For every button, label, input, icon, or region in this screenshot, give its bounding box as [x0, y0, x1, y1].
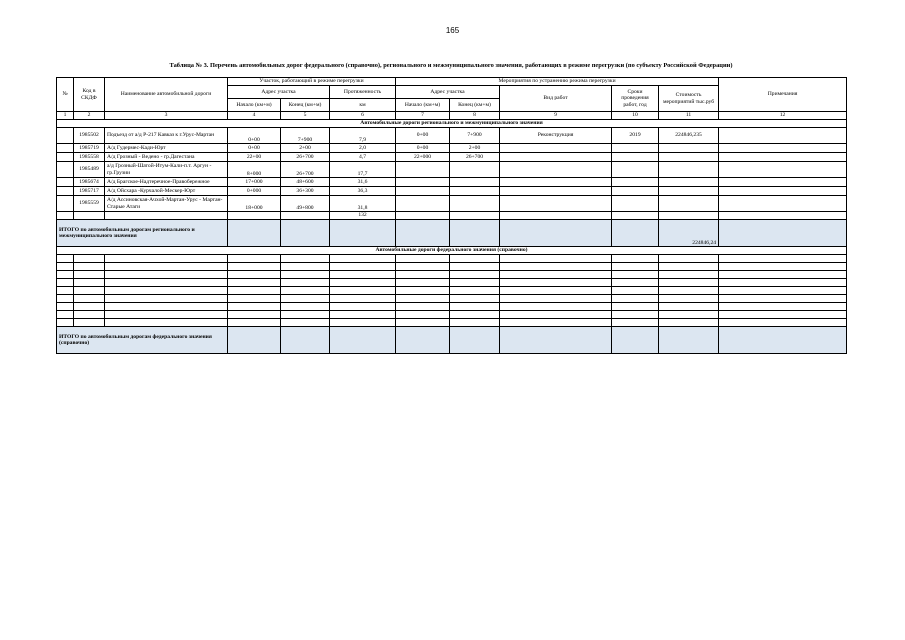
empty-cell — [396, 255, 450, 263]
header-length: Протяженность — [330, 86, 396, 99]
page-number: 165 — [445, 26, 460, 35]
table-row — [57, 311, 847, 319]
row-length: 36,3 — [330, 187, 396, 196]
empty-cell — [281, 271, 330, 279]
row-start: 0+000 — [228, 187, 281, 196]
empty-cell — [330, 287, 396, 295]
table-row — [57, 287, 847, 295]
row-note — [719, 153, 847, 162]
col-number: 11 — [659, 112, 719, 120]
row-work-type — [500, 178, 612, 187]
row-measure-end — [450, 196, 500, 212]
col-number: 1 — [57, 112, 74, 120]
regional-rows — [57, 128, 847, 212]
empty-cell — [659, 303, 719, 311]
header-start-1: Начало (км+м) — [228, 99, 281, 112]
header-cost: Стоимость мероприятий тыс.руб — [659, 86, 719, 112]
row-cost — [659, 196, 719, 212]
row-length: 17,7 — [330, 162, 396, 178]
empty-cell — [228, 255, 281, 263]
row-end: 49+800 — [281, 196, 330, 212]
row-length: 4,7 — [330, 153, 396, 162]
row-year — [612, 162, 659, 178]
empty-cell — [396, 303, 450, 311]
empty-cell — [450, 255, 500, 263]
table-row — [57, 153, 847, 162]
row-measure-end: 2+00 — [450, 144, 500, 153]
col-number: 9 — [500, 112, 612, 120]
header-code: Код в СКДФ — [74, 78, 105, 112]
empty-cell — [396, 319, 450, 327]
empty-cell — [396, 311, 450, 319]
empty-cell — [330, 279, 396, 287]
table-row — [57, 279, 847, 287]
table-row — [57, 187, 847, 196]
row-work-type — [500, 162, 612, 178]
row-cost — [659, 187, 719, 196]
empty-cell — [719, 279, 847, 287]
row-cost — [659, 162, 719, 178]
empty-cell — [659, 279, 719, 287]
row-road-name: а/д Грозный-Шатой-Итум-Кали-п.т. Аргун - гр.Грузии — [105, 162, 228, 178]
row-end: 2+00 — [281, 144, 330, 153]
row-measure-start — [396, 196, 450, 212]
header-group-measures: Мероприятия по устранению режима перегрузки — [396, 78, 719, 86]
empty-cell — [74, 311, 105, 319]
empty-cell — [57, 311, 74, 319]
empty-cell — [228, 287, 281, 295]
table-row — [57, 162, 847, 178]
empty-cell — [500, 287, 612, 295]
empty-cell — [105, 271, 228, 279]
row-length: 31,8 — [330, 196, 396, 212]
empty-cell — [659, 271, 719, 279]
table-row — [57, 319, 847, 327]
empty-cell — [450, 279, 500, 287]
row-start: 17+000 — [228, 178, 281, 187]
header-notes: Примечания — [719, 78, 847, 112]
row-work-type — [500, 187, 612, 196]
row-year — [612, 144, 659, 153]
federal-total-row — [57, 327, 847, 354]
row-year — [612, 196, 659, 212]
empty-cell — [500, 271, 612, 279]
empty-cell — [719, 295, 847, 303]
empty-cell — [228, 303, 281, 311]
empty-cell — [719, 303, 847, 311]
empty-cell — [612, 311, 659, 319]
empty-cell — [74, 287, 105, 295]
row-note — [719, 144, 847, 153]
empty-cell — [105, 295, 228, 303]
empty-cell — [719, 311, 847, 319]
row-code: 1985717 — [74, 187, 105, 196]
row-end: 26+700 — [281, 153, 330, 162]
section-regional-heading: Автомобильные дороги регионального и межмуниципального значения — [57, 120, 847, 128]
row-code: 1985719 — [74, 144, 105, 153]
row-code: 1985558 — [74, 153, 105, 162]
table-row — [57, 196, 847, 212]
header-address-2: Адрес участка — [396, 86, 500, 99]
empty-cell — [450, 303, 500, 311]
row-road-name: А/д Ойсхара -Курчалой-Мескер-Юрт — [105, 187, 228, 196]
empty-cell — [659, 287, 719, 295]
col-number: 8 — [450, 112, 500, 120]
empty-cell — [57, 255, 74, 263]
empty-cell — [228, 279, 281, 287]
row-start: 22+00 — [228, 153, 281, 162]
row-code: 1985489 — [74, 162, 105, 178]
header-group-section: Участок, работающий в режиме перегрузки — [228, 78, 396, 86]
empty-cell — [500, 263, 612, 271]
roads-table — [56, 77, 847, 354]
empty-cell — [228, 319, 281, 327]
empty-cell — [57, 263, 74, 271]
row-num — [57, 178, 74, 187]
empty-cell — [57, 287, 74, 295]
row-note — [719, 187, 847, 196]
row-year: 2019 — [612, 128, 659, 144]
row-road-name: А/д Брагское-Надтеречное-Правобережное — [105, 178, 228, 187]
header-end-1: Конец (км+м) — [281, 99, 330, 112]
empty-cell — [396, 295, 450, 303]
col-number: 10 — [612, 112, 659, 120]
row-work-type: Реконструкция — [500, 128, 612, 144]
empty-cell — [105, 263, 228, 271]
table-row — [57, 263, 847, 271]
empty-cell — [500, 311, 612, 319]
row-measure-start: 22+000 — [396, 153, 450, 162]
col-number: 3 — [105, 112, 228, 120]
empty-cell — [500, 303, 612, 311]
empty-cell — [719, 271, 847, 279]
row-num — [57, 153, 74, 162]
row-num — [57, 144, 74, 153]
empty-cell — [612, 255, 659, 263]
row-length: 31,6 — [330, 178, 396, 187]
empty-cell — [500, 295, 612, 303]
empty-cell — [500, 319, 612, 327]
empty-cell — [330, 311, 396, 319]
row-measure-end — [450, 162, 500, 178]
empty-cell — [450, 319, 500, 327]
row-end: 7+900 — [281, 128, 330, 144]
empty-cell — [659, 255, 719, 263]
empty-cell — [74, 303, 105, 311]
row-code: 1985674 — [74, 178, 105, 187]
row-num — [57, 196, 74, 212]
row-end: 48+600 — [281, 178, 330, 187]
empty-cell — [719, 287, 847, 295]
row-cost — [659, 153, 719, 162]
empty-cell — [281, 287, 330, 295]
empty-cell — [500, 255, 612, 263]
row-note — [719, 178, 847, 187]
empty-cell — [396, 287, 450, 295]
empty-cell — [330, 295, 396, 303]
column-numbers-row — [57, 112, 847, 120]
table-row — [57, 178, 847, 187]
empty-cell — [396, 263, 450, 271]
header-term: Сроки проведения работ, год — [612, 86, 659, 112]
row-road-name: А/д Гудермес-Кади-Юрт — [105, 144, 228, 153]
empty-cell — [450, 271, 500, 279]
empty-cell — [105, 311, 228, 319]
empty-cell — [719, 263, 847, 271]
empty-cell — [450, 295, 500, 303]
empty-cell — [74, 271, 105, 279]
empty-cell — [659, 295, 719, 303]
table-row — [57, 144, 847, 153]
regional-total-label: ИТОГО по автомобильным дорогам регионального и межмуниципального значения — [57, 220, 228, 247]
empty-cell — [57, 303, 74, 311]
row-year — [612, 187, 659, 196]
empty-cell — [228, 263, 281, 271]
col-number: 7 — [396, 112, 450, 120]
table-row — [57, 303, 847, 311]
empty-cell — [281, 319, 330, 327]
empty-cell — [612, 287, 659, 295]
row-work-type — [500, 153, 612, 162]
empty-cell — [228, 295, 281, 303]
empty-cell — [281, 255, 330, 263]
empty-cell — [74, 319, 105, 327]
row-start: 0+00 — [228, 144, 281, 153]
row-measure-start — [396, 178, 450, 187]
row-road-name: А/д Ассиновская-Ачхой-Мартан-Урус - Мартан-Старые Атаги — [105, 196, 228, 212]
header-num: № — [57, 78, 74, 112]
table-row — [57, 128, 847, 144]
empty-cell — [74, 279, 105, 287]
empty-cell — [500, 279, 612, 287]
empty-cell — [612, 271, 659, 279]
empty-cell — [74, 295, 105, 303]
empty-cell — [396, 271, 450, 279]
col-number: 6 — [330, 112, 396, 120]
header-road-name: Наименование автомобильной дороги — [105, 78, 228, 112]
col-number: 5 — [281, 112, 330, 120]
row-note — [719, 162, 847, 178]
regional-sum-length: 132 — [330, 212, 396, 220]
row-work-type — [500, 144, 612, 153]
empty-cell — [659, 319, 719, 327]
row-start: 8+000 — [228, 162, 281, 178]
row-year — [612, 153, 659, 162]
regional-sum-row — [57, 212, 847, 220]
regional-total-row — [57, 220, 847, 247]
row-measure-start — [396, 187, 450, 196]
federal-rows — [57, 255, 847, 327]
empty-cell — [57, 279, 74, 287]
table-row — [57, 295, 847, 303]
empty-cell — [330, 303, 396, 311]
empty-cell — [281, 311, 330, 319]
header-end-2: Конец (км+м) — [450, 99, 500, 112]
table-row — [57, 271, 847, 279]
empty-cell — [57, 295, 74, 303]
empty-cell — [612, 263, 659, 271]
row-measure-start: 0+00 — [396, 128, 450, 144]
empty-cell — [330, 263, 396, 271]
table-row — [57, 255, 847, 263]
row-code: 1985559 — [74, 196, 105, 212]
row-cost — [659, 144, 719, 153]
empty-cell — [281, 263, 330, 271]
col-number: 2 — [74, 112, 105, 120]
empty-cell — [228, 271, 281, 279]
row-year — [612, 178, 659, 187]
col-number: 12 — [719, 112, 847, 120]
empty-cell — [450, 311, 500, 319]
empty-cell — [612, 279, 659, 287]
federal-total-label: ИТОГО по автомобильным дорогам федерального значения (справочно) — [57, 327, 228, 354]
row-start: 18+000 — [228, 196, 281, 212]
row-start: 0+00 — [228, 128, 281, 144]
row-length: 7,9 — [330, 128, 396, 144]
empty-cell — [281, 279, 330, 287]
empty-cell — [105, 319, 228, 327]
empty-cell — [612, 295, 659, 303]
empty-cell — [74, 255, 105, 263]
empty-cell — [330, 271, 396, 279]
empty-cell — [281, 303, 330, 311]
empty-cell — [57, 319, 74, 327]
header-address-1: Адрес участка — [228, 86, 330, 99]
empty-cell — [57, 271, 74, 279]
empty-cell — [105, 255, 228, 263]
row-measure-end: 7+900 — [450, 128, 500, 144]
empty-cell — [105, 287, 228, 295]
row-length: 2,0 — [330, 144, 396, 153]
empty-cell — [612, 319, 659, 327]
row-measure-end — [450, 178, 500, 187]
row-note — [719, 128, 847, 144]
row-road-name: Подъезд от а/д Р-217 Кавказ к г.Урус-Мартан — [105, 128, 228, 144]
empty-cell — [659, 263, 719, 271]
row-num — [57, 187, 74, 196]
empty-cell — [659, 311, 719, 319]
header-work-type: Вид работ — [500, 86, 612, 112]
empty-cell — [330, 255, 396, 263]
row-end: 36+300 — [281, 187, 330, 196]
row-road-name: А/д Грозный - Ведено - гр.Дагестана — [105, 153, 228, 162]
empty-cell — [719, 255, 847, 263]
row-cost: 224846,235 — [659, 128, 719, 144]
empty-cell — [105, 279, 228, 287]
empty-cell — [105, 303, 228, 311]
header-km: км — [330, 99, 396, 112]
row-num — [57, 162, 74, 178]
row-num — [57, 128, 74, 144]
empty-cell — [612, 303, 659, 311]
regional-total-cost: 224846,24 — [659, 220, 719, 247]
row-code: 1985502 — [74, 128, 105, 144]
empty-cell — [450, 287, 500, 295]
row-measure-start: 0+00 — [396, 144, 450, 153]
empty-cell — [74, 263, 105, 271]
empty-cell — [396, 279, 450, 287]
section-federal-heading: Автомобильные дороги федерального значения (справочно) — [57, 247, 847, 255]
row-end: 26+700 — [281, 162, 330, 178]
empty-cell — [719, 319, 847, 327]
empty-cell — [228, 311, 281, 319]
empty-cell — [450, 263, 500, 271]
row-measure-start — [396, 162, 450, 178]
row-work-type — [500, 196, 612, 212]
table-title: Таблица № 3. Перечень автомобильных дорог федерального (справочно), регионального и межмуниципального значения, работающих в режиме перегрузки (по субъекту Российской Федерации) — [169, 62, 733, 69]
col-number: 4 — [228, 112, 281, 120]
row-measure-end: 26+700 — [450, 153, 500, 162]
row-note — [719, 196, 847, 212]
empty-cell — [330, 319, 396, 327]
header-start-2: Начало (км+м) — [396, 99, 450, 112]
empty-cell — [281, 295, 330, 303]
row-cost — [659, 178, 719, 187]
row-measure-end — [450, 187, 500, 196]
